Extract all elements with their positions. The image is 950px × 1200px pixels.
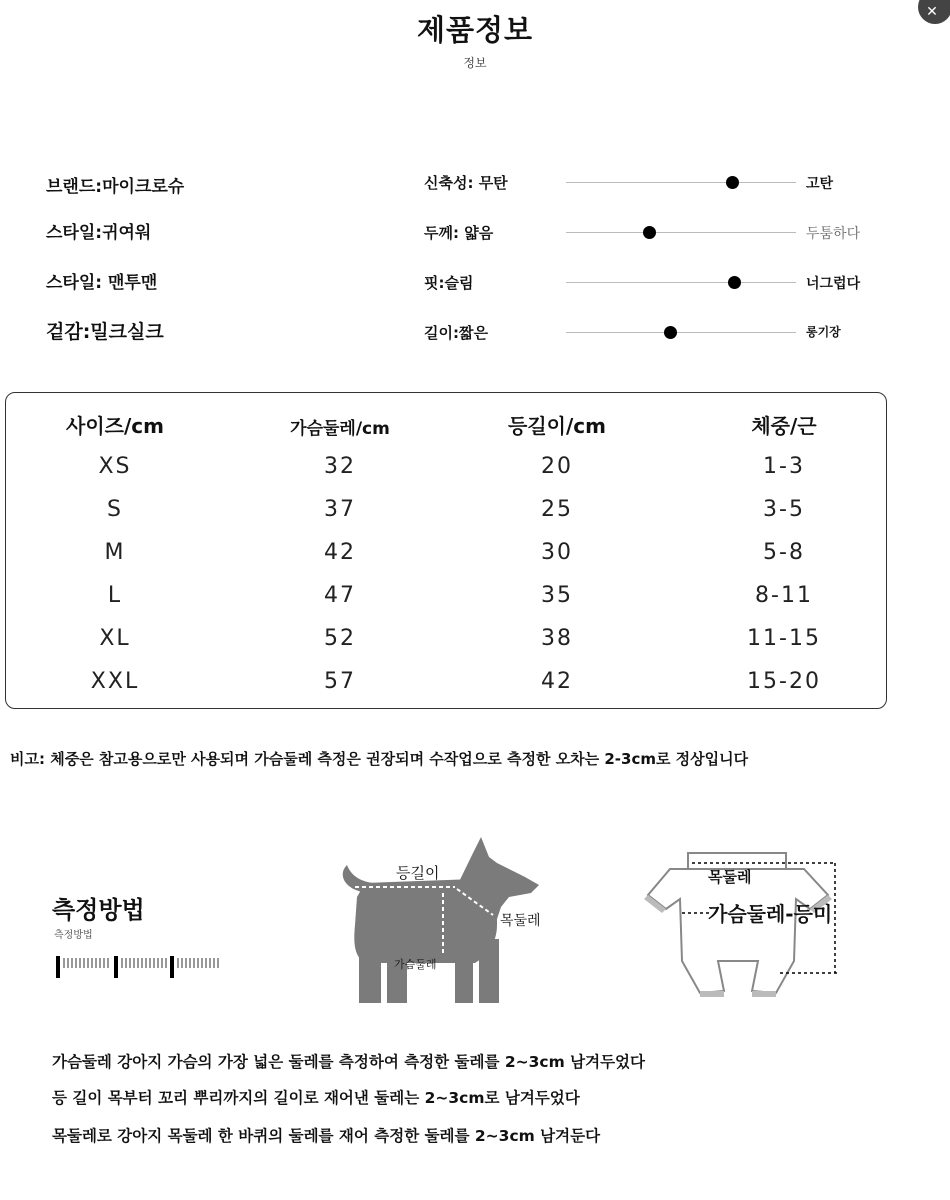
dog-label-chest: 가슴둘레 bbox=[394, 958, 437, 971]
table-cell: 52 bbox=[324, 626, 356, 651]
table-cell: 35 bbox=[541, 583, 573, 608]
slider-label: 길이:짧은 bbox=[424, 324, 488, 342]
attribute-style-2: 스타일: 맨투맨 bbox=[46, 273, 158, 293]
measurement-desc-neck: 목둘레로 강아지 목둘레 한 바퀴의 둘레를 재어 측정한 둘레를 2~3cm 남겨둔다 bbox=[52, 1127, 601, 1145]
table-header: 등길이/cm bbox=[508, 414, 606, 438]
table-cell: XXL bbox=[90, 669, 140, 694]
dog-label-neck: 목둘레 bbox=[500, 913, 541, 929]
slider-dot bbox=[726, 176, 739, 189]
slider-dot bbox=[643, 226, 656, 239]
attribute-brand: 브랜드:마이크로슈 bbox=[46, 177, 185, 197]
slider-track bbox=[566, 332, 796, 333]
table-cell: 15-20 bbox=[747, 669, 821, 694]
size-note: 비고: 체중은 참고용으로만 사용되며 가슴둘레 측정은 권장되며 수작업으로 측정한 오차는 2-3cm로 정상입니다 bbox=[10, 750, 749, 768]
slider-track bbox=[566, 232, 796, 233]
measurement-subtitle: 측정방법 bbox=[54, 930, 93, 941]
table-cell: M bbox=[104, 540, 126, 565]
table-cell: 42 bbox=[541, 669, 573, 694]
measurement-title: 측정방법 bbox=[52, 896, 145, 924]
slider-right-label: 고탄 bbox=[806, 176, 834, 192]
slider-track bbox=[566, 282, 796, 283]
table-cell: 38 bbox=[541, 626, 573, 651]
table-cell: L bbox=[107, 583, 123, 608]
table-cell: 30 bbox=[541, 540, 573, 565]
table-cell: 32 bbox=[324, 454, 356, 479]
table-cell: 3-5 bbox=[763, 497, 805, 522]
garment-label-neck: 목둘레 bbox=[708, 868, 752, 886]
table-cell: 37 bbox=[324, 497, 356, 522]
slider-dot bbox=[728, 276, 741, 289]
table-cell: XL bbox=[99, 626, 131, 651]
slider-dot bbox=[664, 326, 677, 339]
table-cell: 11-15 bbox=[747, 626, 821, 651]
page-subtitle: 정보 bbox=[463, 56, 487, 70]
table-cell: 25 bbox=[541, 497, 573, 522]
slider-right-label: 너그럽다 bbox=[806, 276, 861, 292]
close-icon[interactable]: ✕ bbox=[926, 4, 938, 20]
slider-track bbox=[566, 182, 796, 183]
measurement-desc-chest: 가슴둘레 강아지 가슴의 가장 넓은 둘레를 측정하여 측정한 둘레를 2~3cm 남겨두었다 bbox=[52, 1053, 645, 1071]
table-cell: S bbox=[107, 497, 123, 522]
table-cell: 20 bbox=[541, 454, 573, 479]
table-cell: 47 bbox=[324, 583, 356, 608]
ruler-icon bbox=[56, 950, 226, 980]
table-header: 체중/근 bbox=[751, 414, 817, 438]
measurement-desc-back: 등 길이 목부터 꼬리 뿌리까지의 길이로 재어낸 둘레는 2~3cm로 남겨두었다 bbox=[52, 1089, 580, 1107]
table-cell: 57 bbox=[324, 669, 356, 694]
slider-label: 신축성: 무탄 bbox=[424, 174, 508, 192]
table-header: 사이즈/cm bbox=[66, 414, 164, 438]
table-cell: XS bbox=[98, 454, 132, 479]
table-cell: 1-3 bbox=[763, 454, 805, 479]
garment-label-chest: 가슴둘레-등미 bbox=[708, 902, 833, 926]
page-title: 제품정보 bbox=[416, 13, 534, 47]
table-cell: 5-8 bbox=[763, 540, 805, 565]
table-cell: 42 bbox=[324, 540, 356, 565]
dog-label-back: 등길이 bbox=[396, 864, 440, 882]
slider-right-label: 롱기장 bbox=[806, 325, 841, 339]
attribute-style-1: 스타일:귀여워 bbox=[46, 223, 152, 243]
slider-right-label: 두툼하다 bbox=[806, 226, 861, 242]
table-cell: 8-11 bbox=[755, 583, 813, 608]
attribute-fabric: 겉감:밀크실크 bbox=[46, 321, 164, 343]
slider-label: 핏:슬림 bbox=[424, 274, 474, 292]
table-header: 가슴둘레/cm bbox=[290, 419, 390, 439]
slider-label: 두께: 얇음 bbox=[424, 224, 494, 242]
